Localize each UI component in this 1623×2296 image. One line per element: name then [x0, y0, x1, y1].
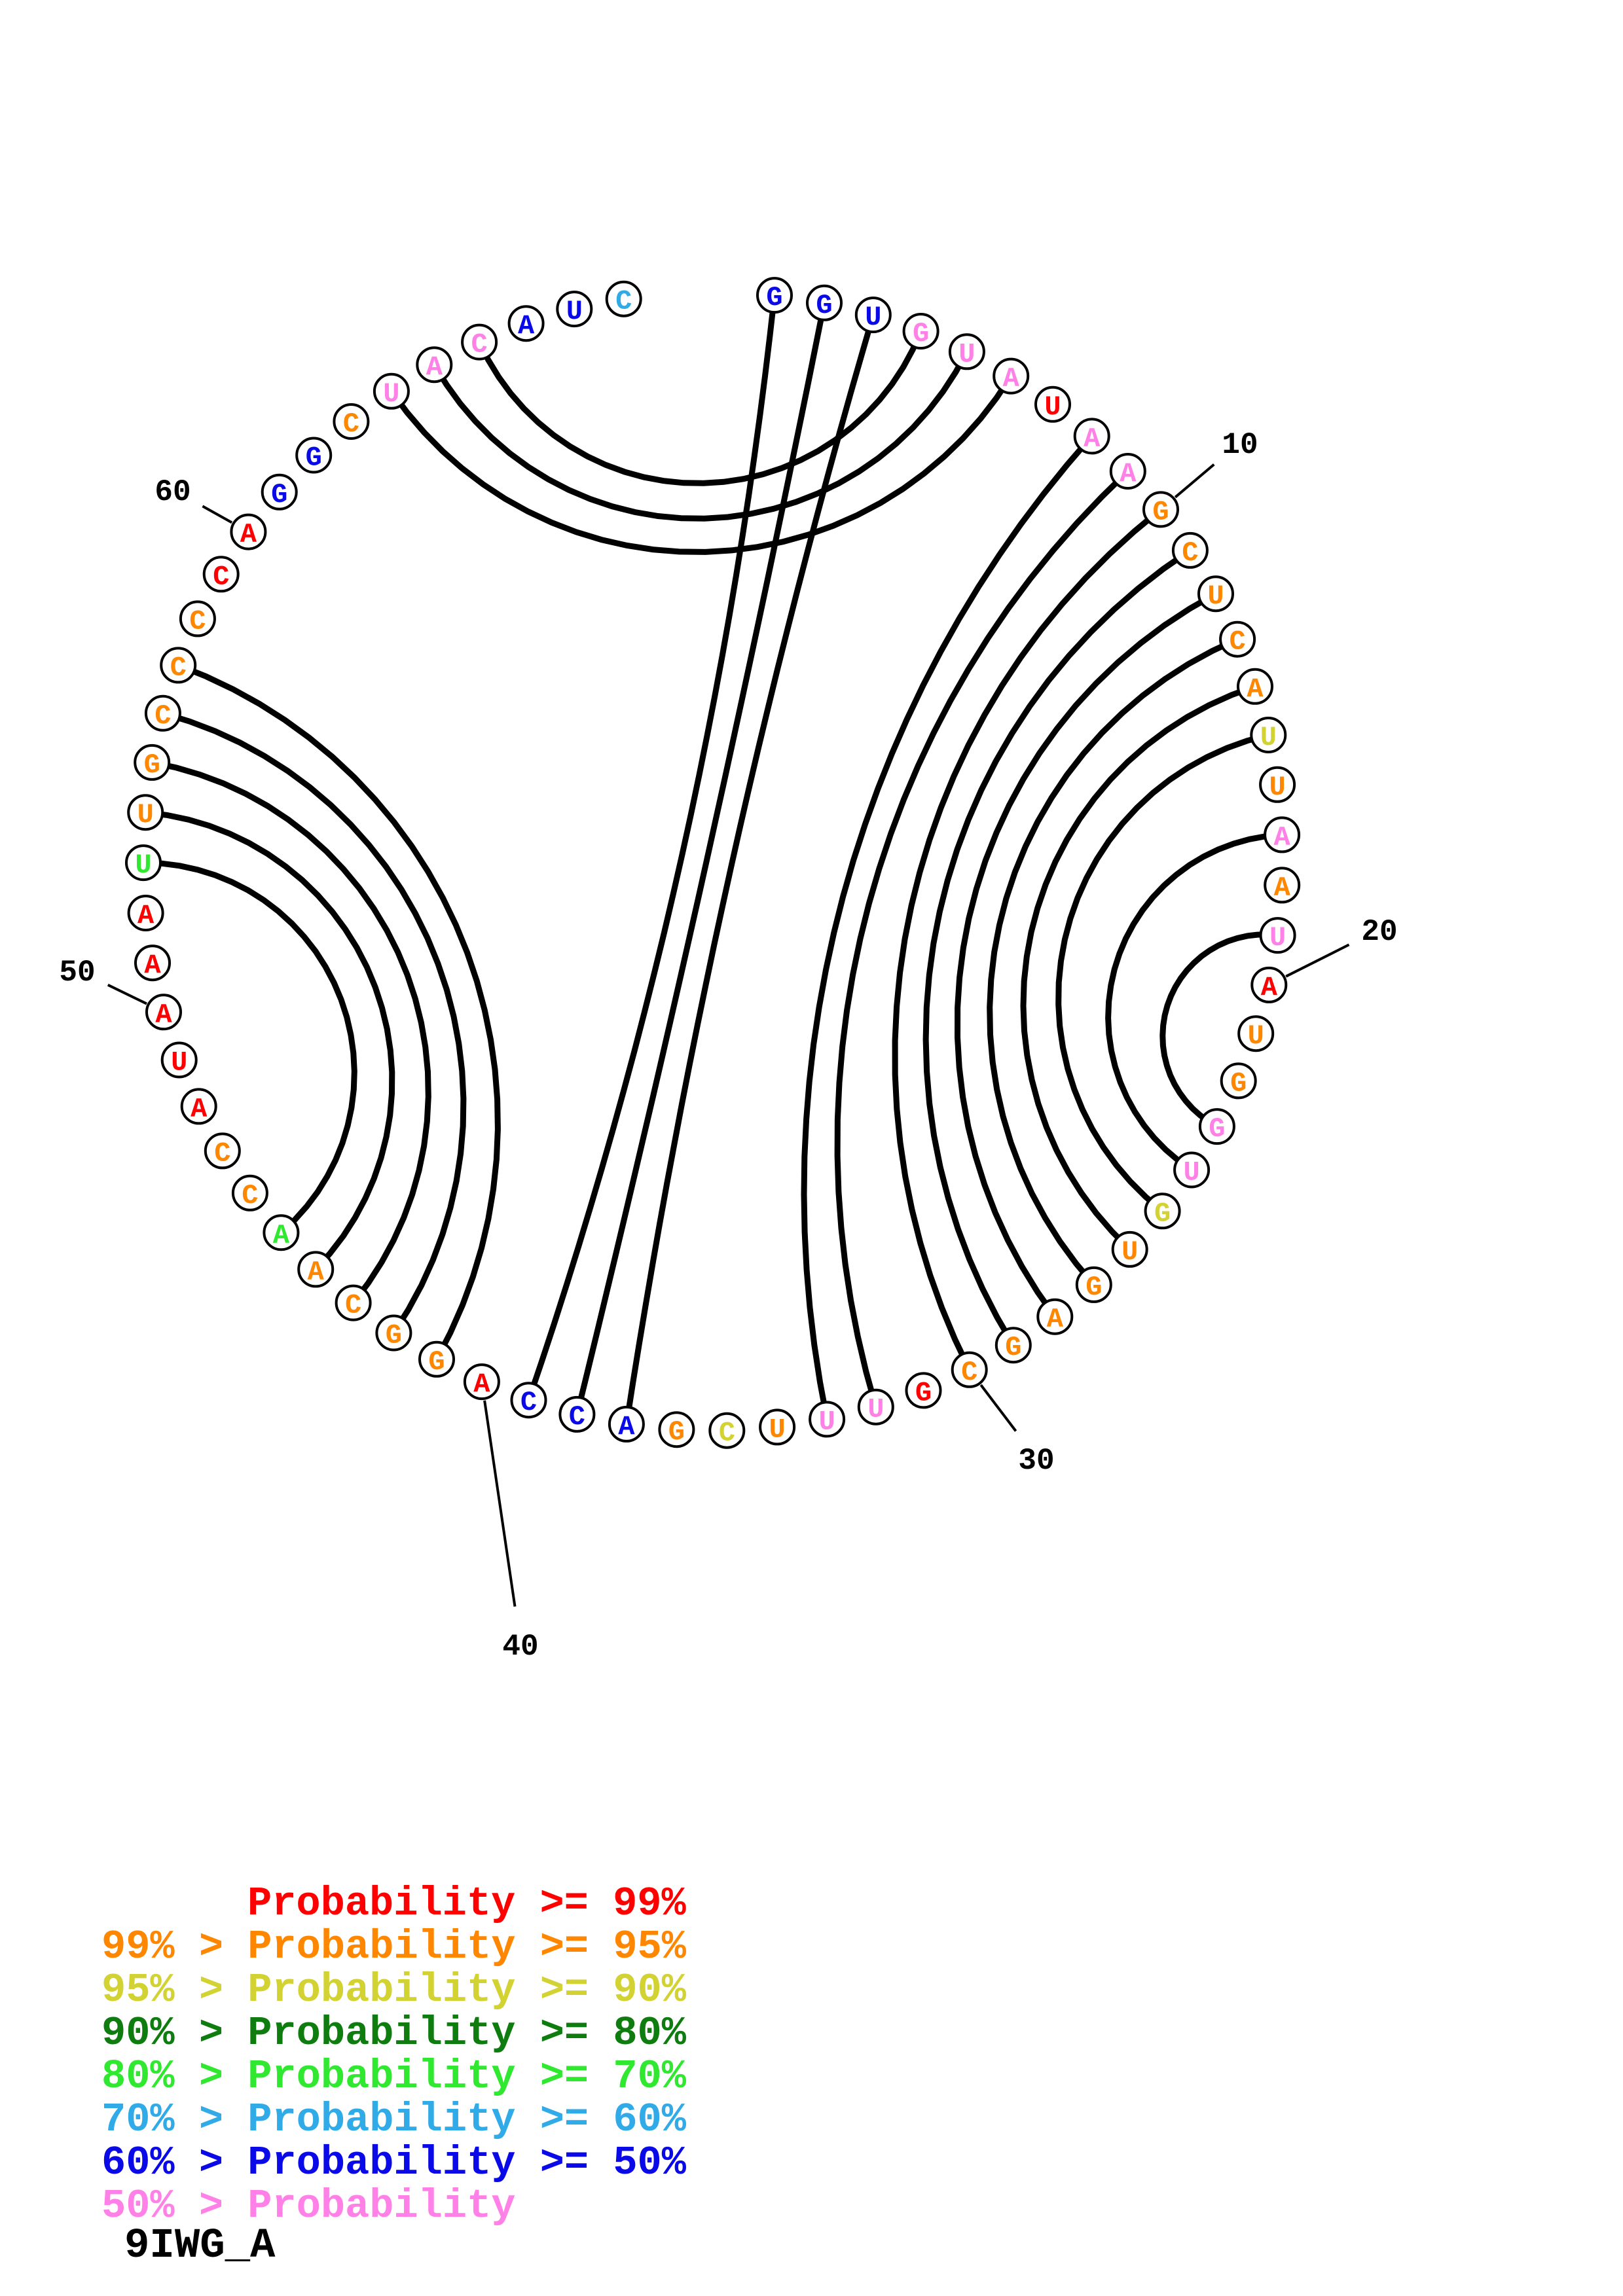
- nucleotide-letter: U: [865, 302, 882, 334]
- nucleotide-node-22: [1222, 1064, 1256, 1099]
- nucleotide-letter: G: [766, 282, 783, 314]
- nucleotide-letter: G: [428, 1346, 445, 1378]
- position-leader-30: [981, 1385, 1015, 1431]
- nucleotide-letter: G: [1209, 1113, 1226, 1145]
- nucleotide-letter: A: [155, 999, 172, 1031]
- nucleotide-node-32: [859, 1390, 893, 1426]
- nucleotide-letter: U: [1122, 1236, 1139, 1268]
- nucleotide-letter: U: [566, 296, 583, 328]
- nucleotide-node-13: [1220, 622, 1254, 658]
- nucleotide-letter: U: [818, 1406, 835, 1438]
- nucleotide-letter: G: [385, 1319, 403, 1352]
- nucleotide-node-10: [1144, 492, 1178, 528]
- nucleotide-node-3: [856, 298, 890, 333]
- nucleotide-node-65: [417, 348, 451, 383]
- legend-row-4: 90% > Probability >= 80%: [101, 2010, 686, 2056]
- nucleotide-letter: A: [307, 1256, 324, 1288]
- nucleotide-letter: C: [214, 1138, 231, 1170]
- base-pair-arc-9-32: [837, 471, 1128, 1407]
- base-pair-arc-5-65: [434, 351, 967, 518]
- nucleotide-letter: C: [961, 1356, 978, 1388]
- nucleotide-letter: C: [615, 285, 632, 317]
- nucleotide-node-52: [129, 896, 163, 931]
- nucleotide-node-59: [204, 557, 238, 592]
- nucleotide-letter: G: [143, 749, 160, 781]
- nucleotide-node-44: [299, 1252, 333, 1287]
- nucleotide-letter: A: [240, 518, 257, 550]
- nucleotide-node-17: [1265, 817, 1299, 853]
- base-pair-arc-6-64: [392, 376, 1011, 552]
- nucleotide-node-56: [146, 696, 180, 732]
- nucleotide-letter: U: [867, 1393, 884, 1426]
- nucleotide-node-27: [1077, 1268, 1111, 1303]
- nucleotide-letter: U: [383, 378, 400, 410]
- nucleotide-letter: C: [155, 700, 172, 732]
- nucleotide-node-25: [1146, 1194, 1180, 1229]
- nucleotide-letter: U: [1260, 722, 1277, 753]
- nucleotide-node-43: [337, 1286, 371, 1321]
- nucleotide-node-14: [1238, 670, 1272, 705]
- nucleotide-letter: A: [1260, 971, 1277, 1003]
- nucleotide-node-33: [810, 1402, 844, 1437]
- nucleotide-letter: A: [1046, 1303, 1063, 1335]
- nucleotide-letter: A: [426, 351, 443, 384]
- legend-row-2: 99% > Probability >= 95%: [101, 1924, 686, 1970]
- nucleotide-letter: U: [137, 799, 154, 831]
- nucleotide-node-39: [512, 1383, 546, 1418]
- nucleotide-letter: G: [668, 1416, 685, 1448]
- position-label-40: 40: [502, 1630, 539, 1664]
- nucleotide-letter: C: [170, 652, 187, 684]
- nucleotide-ring: [126, 278, 1299, 1449]
- nucleotide-letter: C: [1182, 537, 1199, 569]
- nucleotide-node-7: [1036, 387, 1070, 423]
- nucleotide-letter: C: [342, 408, 360, 440]
- nucleotide-node-66: [462, 325, 496, 361]
- nucleotide-node-24: [1175, 1153, 1209, 1189]
- nucleotide-node-55: [135, 745, 169, 781]
- nucleotide-node-30: [953, 1353, 987, 1388]
- legend-row-6: 70% > Probability >= 60%: [101, 2096, 686, 2143]
- nucleotide-node-21: [1239, 1016, 1273, 1052]
- nucleotide-node-54: [128, 795, 162, 831]
- position-leader-40: [484, 1401, 515, 1607]
- legend-row-5: 80% > Probability >= 70%: [101, 2053, 686, 2100]
- nucleotide-node-26: [1113, 1232, 1147, 1268]
- nucleotide-letter: G: [1085, 1271, 1103, 1303]
- nucleotide-node-16: [1260, 768, 1294, 803]
- structure-id: 9IWG_A: [124, 2223, 276, 2270]
- position-label-50: 50: [59, 956, 96, 990]
- nucleotide-letter: G: [1152, 496, 1169, 528]
- nucleotide-letter: U: [1207, 581, 1224, 613]
- nucleotide-node-67: [509, 306, 543, 342]
- nucleotide-node-47: [206, 1134, 240, 1169]
- nucleotide-letter: A: [618, 1410, 635, 1443]
- nucleotide-letter: C: [213, 561, 230, 593]
- nucleotide-node-20: [1252, 968, 1286, 1003]
- nucleotide-letter: C: [344, 1289, 362, 1321]
- nucleotide-node-41: [420, 1342, 454, 1378]
- nucleotide-node-60: [231, 515, 265, 550]
- position-leader-20: [1286, 944, 1349, 976]
- position-label-30: 30: [1018, 1444, 1055, 1478]
- nucleotide-letter: A: [1084, 423, 1101, 455]
- nucleotide-node-8: [1075, 419, 1109, 454]
- nucleotide-node-36: [659, 1412, 693, 1448]
- nucleotide-node-61: [263, 475, 297, 511]
- nucleotide-letter: U: [1183, 1157, 1200, 1189]
- legend-row-3: 95% > Probability >= 90%: [101, 1967, 686, 2013]
- nucleotide-letter: U: [769, 1414, 786, 1446]
- nucleotide-letter: U: [958, 338, 976, 370]
- nucleotide-node-58: [181, 601, 215, 637]
- nucleotide-letter: A: [1273, 821, 1290, 853]
- position-label-20: 20: [1361, 915, 1398, 949]
- nucleotide-node-23: [1200, 1109, 1234, 1145]
- nucleotide-node-1: [757, 278, 792, 314]
- nucleotide-node-29: [996, 1328, 1030, 1363]
- position-label-60: 60: [155, 475, 191, 509]
- position-label-10: 10: [1222, 428, 1258, 462]
- nucleotide-node-69: [607, 282, 641, 317]
- nucleotide-letter: C: [520, 1387, 538, 1419]
- nucleotide-letter: A: [1002, 363, 1019, 395]
- nucleotide-node-53: [126, 846, 160, 881]
- nucleotide-node-49: [162, 1043, 196, 1079]
- nucleotide-letter: A: [1120, 458, 1137, 490]
- base-pair-arc-4-66: [479, 331, 921, 483]
- nucleotide-letter: U: [1269, 771, 1286, 803]
- nucleotide-letter: U: [171, 1047, 188, 1079]
- nucleotide-node-62: [297, 439, 331, 474]
- position-leader-10: [1175, 465, 1214, 497]
- nucleotide-letter: C: [242, 1179, 259, 1211]
- nucleotide-letter: G: [816, 289, 833, 321]
- nucleotide-letter: A: [191, 1093, 208, 1125]
- legend-row-7: 60% > Probability >= 50%: [101, 2140, 686, 2186]
- nucleotide-node-48: [182, 1089, 216, 1124]
- nucleotide-node-34: [760, 1410, 794, 1445]
- nucleotide-letter: C: [718, 1417, 735, 1449]
- nucleotide-node-11: [1173, 533, 1207, 569]
- nucleotide-node-35: [710, 1414, 744, 1449]
- nucleotide-letter: A: [272, 1219, 290, 1251]
- nucleotide-letter: A: [1247, 673, 1264, 705]
- nucleotide-node-57: [161, 648, 195, 683]
- nucleotide-node-6: [994, 359, 1028, 395]
- nucleotide-node-45: [264, 1215, 298, 1251]
- nucleotide-node-42: [376, 1316, 410, 1352]
- nucleotide-node-37: [610, 1407, 644, 1443]
- position-leader-60: [202, 506, 232, 522]
- nucleotide-node-40: [465, 1365, 499, 1400]
- nucleotide-letter: G: [915, 1377, 932, 1409]
- nucleotide-node-46: [233, 1176, 267, 1211]
- nucleotide-letter: C: [1229, 626, 1246, 658]
- nucleotide-letter: C: [189, 605, 206, 637]
- nucleotide-node-12: [1199, 577, 1233, 612]
- nucleotide-node-68: [557, 292, 591, 327]
- position-leader-50: [108, 985, 147, 1004]
- nucleotide-letter: G: [1005, 1332, 1022, 1364]
- nucleotide-node-2: [807, 286, 841, 321]
- nucleotide-letter: A: [137, 900, 155, 931]
- nucleotide-node-28: [1038, 1300, 1072, 1335]
- nucleotide-letter: U: [1269, 922, 1286, 954]
- nucleotide-node-4: [904, 314, 938, 350]
- nucleotide-node-5: [950, 334, 984, 370]
- nucleotide-node-38: [560, 1397, 594, 1433]
- nucleotide-letter: C: [568, 1401, 586, 1433]
- nucleotide-letter: G: [305, 442, 322, 474]
- nucleotide-letter: U: [135, 850, 152, 882]
- nucleotide-letter: G: [912, 318, 930, 350]
- nucleotide-node-64: [374, 374, 409, 410]
- legend-row-8: 50% > Probability: [101, 2183, 516, 2229]
- nucleotide-letter: G: [1230, 1067, 1247, 1100]
- nucleotide-node-51: [136, 946, 170, 981]
- nucleotide-node-18: [1265, 868, 1299, 903]
- nucleotide-letter: U: [1044, 391, 1061, 423]
- nucleotide-letter: A: [144, 950, 161, 982]
- nucleotide-node-50: [147, 995, 181, 1030]
- nucleotide-node-31: [907, 1373, 941, 1408]
- probability-legend: [101, 1880, 687, 2229]
- nucleotide-letter: A: [473, 1369, 490, 1401]
- nucleotide-letter: G: [271, 478, 288, 511]
- nucleotide-node-19: [1261, 918, 1295, 954]
- nucleotide-letter: U: [1247, 1020, 1264, 1052]
- nucleotide-letter: A: [1273, 872, 1290, 904]
- nucleotide-node-15: [1251, 718, 1285, 753]
- nucleotide-letter: C: [471, 329, 488, 361]
- base-pair-arc-17-24: [1108, 834, 1283, 1170]
- legend-row-1: Probability >= 99%: [247, 1880, 686, 1927]
- nucleotide-node-63: [334, 404, 368, 440]
- nucleotide-node-9: [1111, 454, 1145, 490]
- nucleotide-letter: G: [1154, 1198, 1171, 1230]
- nucleotide-letter: A: [517, 310, 535, 342]
